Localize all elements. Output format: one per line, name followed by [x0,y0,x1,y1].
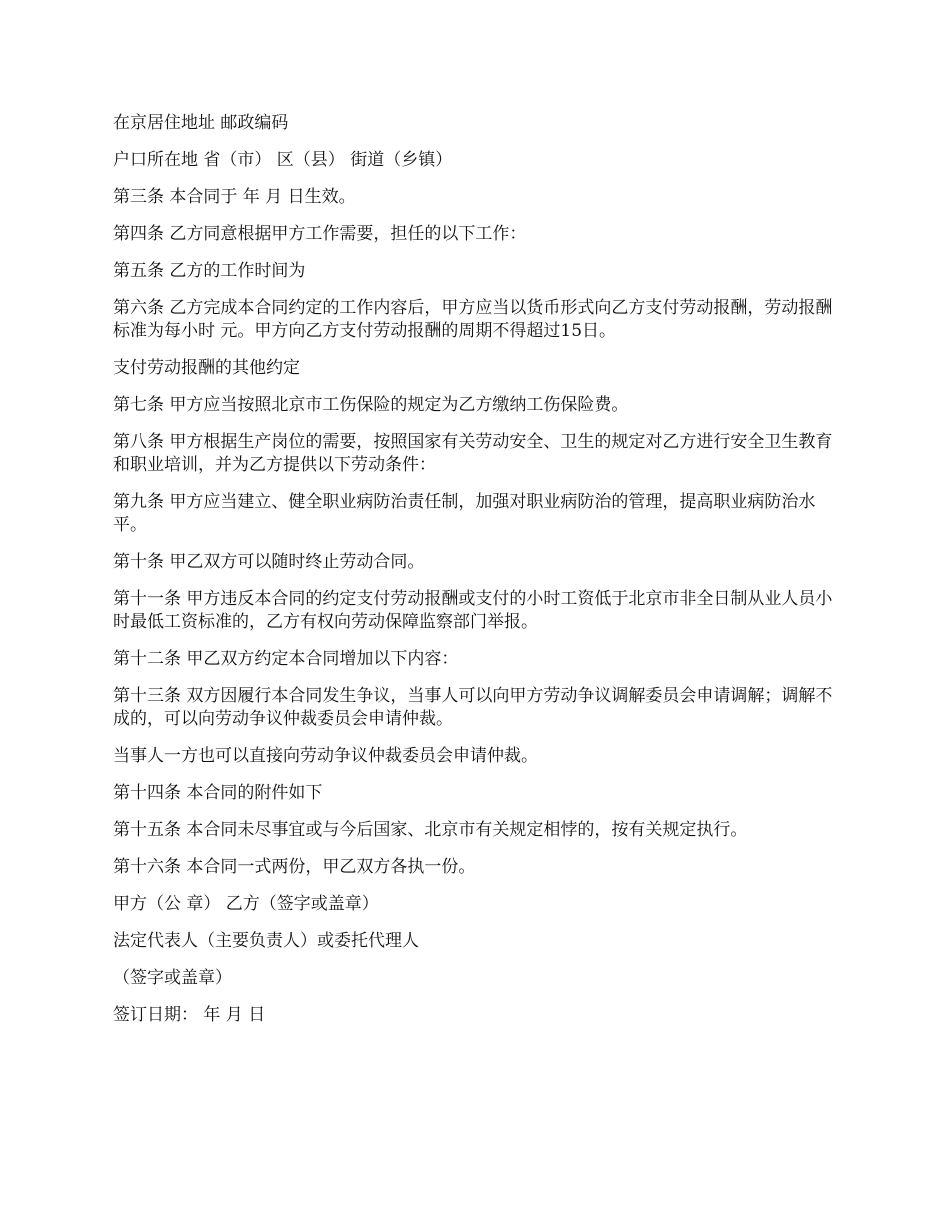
article-7: 第七条 甲方应当按照北京市工伤保险的规定为乙方缴纳工伤保险费。 [113,395,629,415]
signing-date-line: 签订日期： 年 月 日 [113,1005,266,1025]
household-registration-line: 户口所在地 省（市） 区（县） 街道（乡镇） [113,150,453,170]
document-page [113,112,843,1041]
article-6: 第六条 乙方完成本合同约定的工作内容后，甲方应当以货币形式向乙方支付劳动报酬，劳动报酬标准为每小时 元。甲方向乙方支付劳动报酬的周期不得超过15日。 [113,298,833,341]
arbitration-note: 当事人一方也可以直接向劳动争议仲裁委员会申请仲裁。 [113,746,538,766]
article-15: 第十五条 本合同未尽事宜或与今后国家、北京市有关规定相悖的，按有关规定执行。 [113,820,748,840]
article-4: 第四条 乙方同意根据甲方工作需要，担任的以下工作： [113,224,527,244]
article-12: 第十二条 甲乙双方约定本合同增加以下内容： [113,649,459,669]
signature-or-seal-line: （签字或盖章） [113,968,232,988]
article-14: 第十四条 本合同的附件如下 [113,783,323,803]
residence-address-line: 在京居住地址 邮政编码 [113,113,289,133]
legal-representative-line: 法定代表人（主要负责人）或委托代理人 [113,931,419,951]
article-11: 第十一条 甲方违反本合同的约定支付劳动报酬或支付的小时工资低于北京市非全日制从业人员小时最低工资标准的，乙方有权向劳动保障监察部门举报。 [113,589,833,632]
party-signature-line: 甲方（公 章） 乙方（签字或盖章） [113,894,379,914]
article-10: 第十条 甲乙双方可以随时终止劳动合同。 [113,552,425,572]
article-8: 第八条 甲方根据生产岗位的需要，按照国家有关劳动安全、卫生的规定对乙方进行安全卫生教育和职业培训，并为乙方提供以下劳动条件： [113,432,833,475]
article-9: 第九条 甲方应当建立、健全职业病防治责任制，加强对职业病防治的管理，提高职业病防治水平。 [113,492,816,535]
article-3: 第三条 本合同于 年 月 日生效。 [113,187,356,207]
article-16: 第十六条 本合同一式两份，甲乙双方各执一份。 [113,857,476,877]
other-payment-agreement: 支付劳动报酬的其他约定 [113,358,300,378]
article-5: 第五条 乙方的工作时间为 [113,261,306,281]
article-13: 第十三条 双方因履行本合同发生争议，当事人可以向甲方劳动争议调解委员会申请调解；调解不成的，可以向劳动争议仲裁委员会申请仲裁。 [113,686,833,729]
